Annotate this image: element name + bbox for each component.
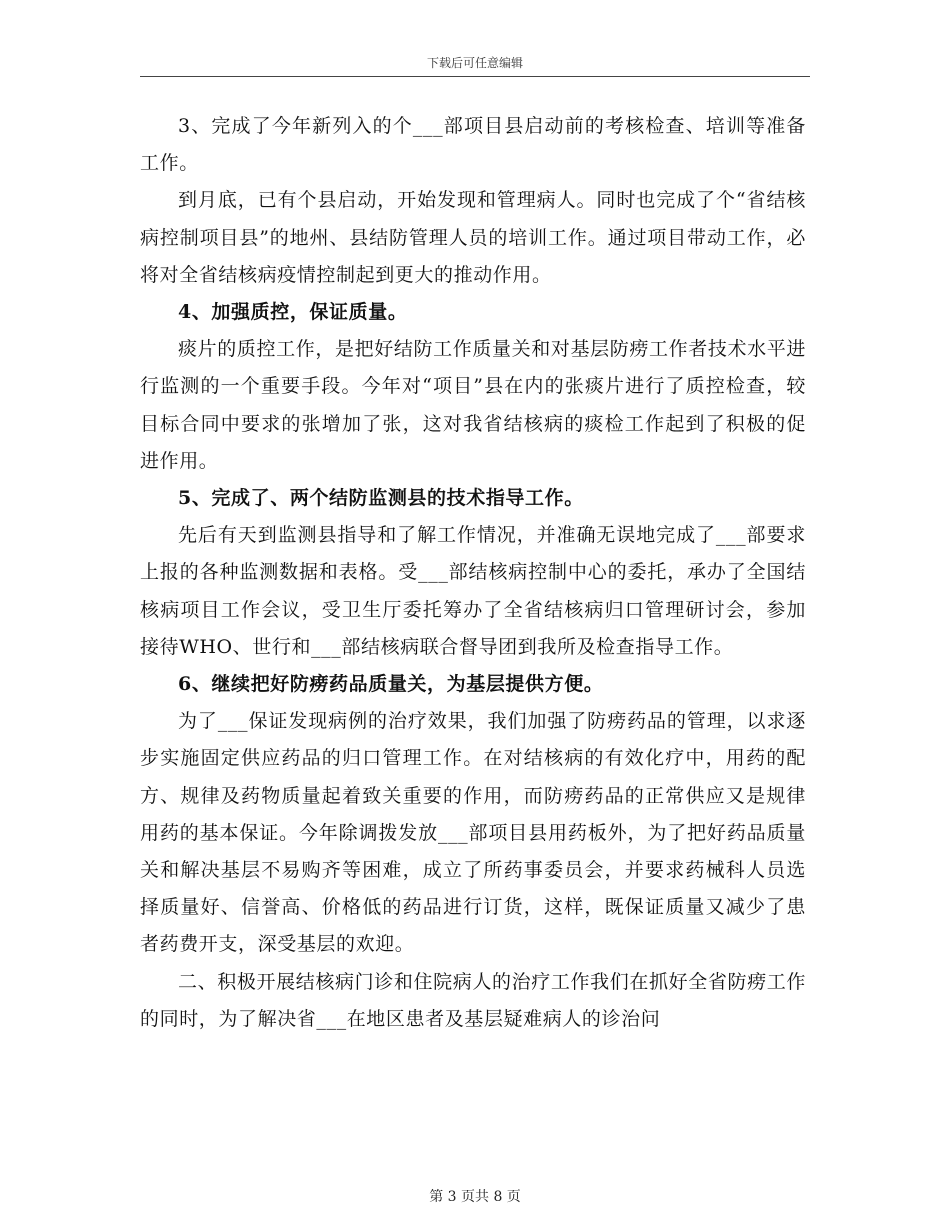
paragraph: 二、积极开展结核病门诊和住院病人的治疗工作我们在抓好全省防痨工作的同时，为了解决省___在地区患者及基层疑难病人的诊治问 — [140, 970, 806, 1030]
paragraph: 到月底，已有个县启动，开始发现和管理病人。同时也完成了个“省结核病控制项目县”的地州、县结防管理人员的培训工作。通过项目带动工作，必将对全省结核病疫情控制起到更大的推动作用。 — [140, 189, 806, 286]
page-header: 下载后可任意编辑 — [426, 56, 523, 70]
section-heading: 4、加强质控，保证质量。 — [178, 301, 408, 324]
paragraph: 3、完成了今年新列入的个___部项目县启动前的考核检查、培训等准备工作。 — [140, 115, 806, 175]
document-body — [140, 108, 806, 1038]
paragraph: 为了___保证发现病例的治疗效果，我们加强了防痨药品的管理，以求逐步实施固定供应药品的归口管理工作。在对结核病的有效化疗中，用药的配方、规律及药物质量起着致关重要的作用，而防痨药品的正常供应又是规律用药的基本保证。今年除调拨发放___部项目县用药板外，为了把好药品质量关和解决基层不易购齐等困难，成立了所药事委员会，并要求药械科人员选择质量好、信誉高、价格低的药品进行订货，这样，既保证质量又减少了患者药费开支，深受基层的欢迎。 — [140, 710, 806, 956]
page-footer: 第 3 页共 8 页 — [429, 1189, 521, 1205]
paragraph: 痰片的质控工作，是把好结防工作质量关和对基层防痨工作者技术水平进行监测的一个重要手段。今年对“项目”县在内的张痰片进行了质控检查，较目标合同中要求的张增加了张，这对我省结核病的痰检工作起到了积极的促进作用。 — [140, 338, 806, 472]
header-divider — [140, 76, 810, 77]
section-heading: 5、完成了、两个结防监测县的技术指导工作。 — [178, 487, 584, 510]
paragraph: 先后有天到监测县指导和了解工作情况，并准确无误地完成了___部要求上报的各种监测数据和表格。受___部结核病控制中心的委托，承办了全国结核病项目工作会议，受卫生厅委托筹办了全省结核病归口管理研讨会，参加接待WHO、世行和___部结核病联合督导团到我所及检查指导工作。 — [140, 524, 806, 658]
section-heading: 6、继续把好防痨药品质量关，为基层提供方便。 — [178, 673, 604, 696]
